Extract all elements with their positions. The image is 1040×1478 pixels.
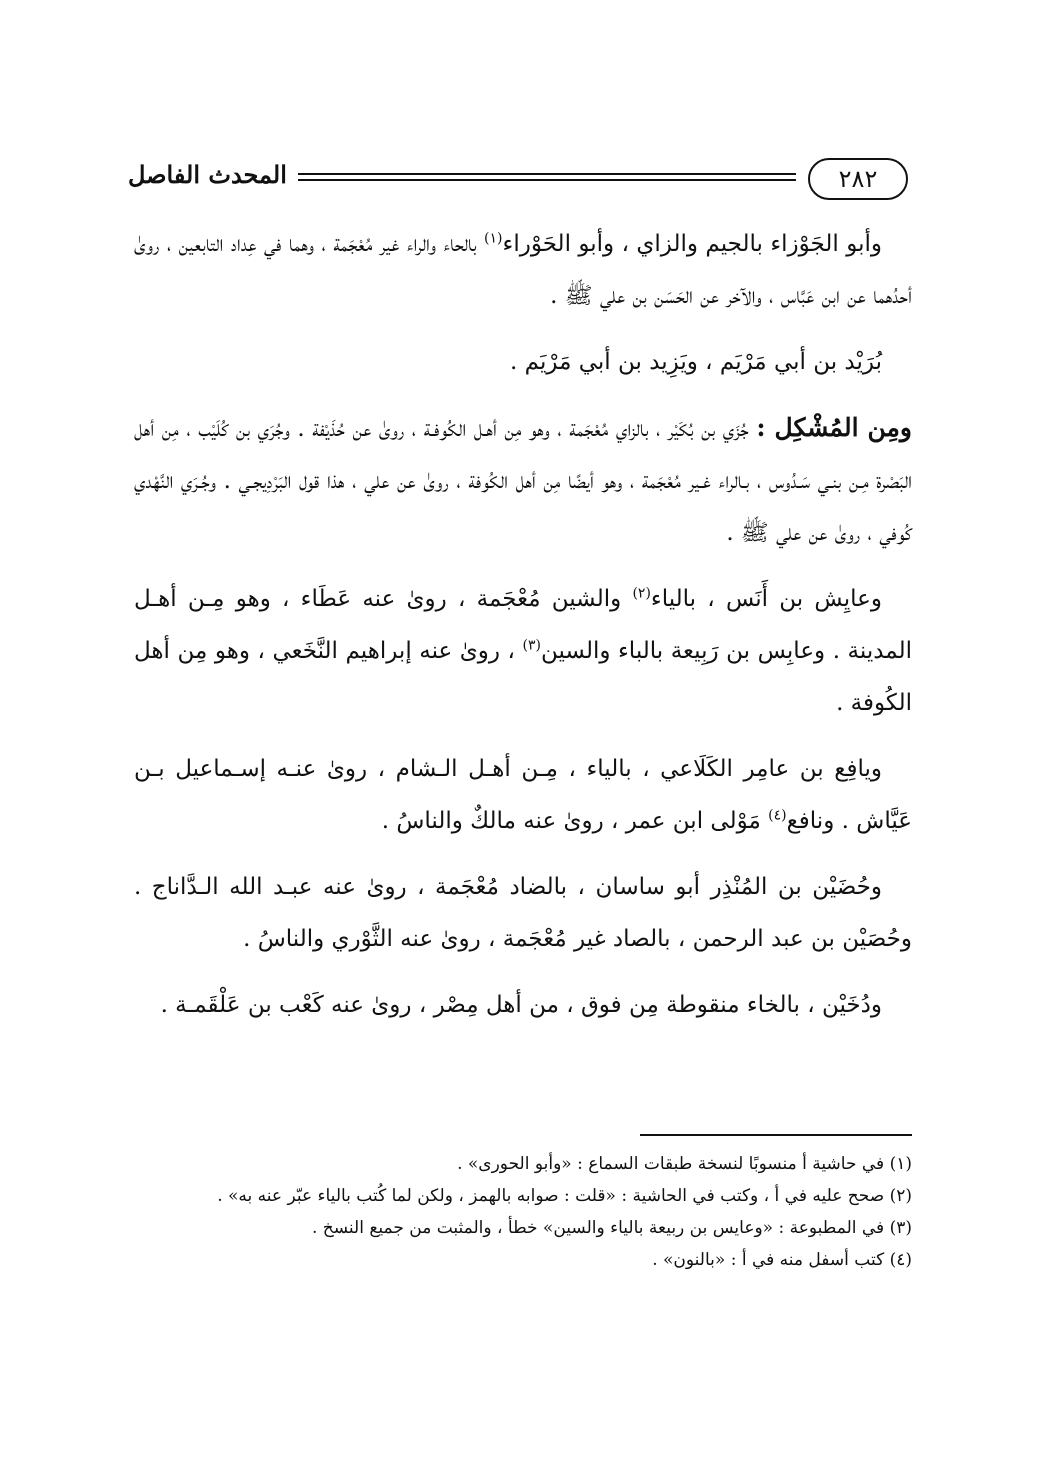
footnote-marker-4: (٤) bbox=[768, 807, 787, 824]
footnote-marker-3: (٣) bbox=[522, 637, 541, 654]
paragraph-4: وعايِش بن أَنَس ، بالياء$^{(٢)}$ والشين مُعْجَمة ، روىٰ عنه عَطَاء ، وهو مِـن أهـل المدينة . وعابِس بن رَبِيعة بالباء والسين$^{(٣)}$ ، روىٰ عنه إبراهيم النَّخَعي ، وهو مِن أهل الكُوفة . bbox=[134, 585, 912, 716]
footnote-separator bbox=[640, 1134, 912, 1136]
paragraph-1: وأبو الجَوْزاء بالجيم والزاي ، وأبو الحَوْراء$^{(١)}$ بالحاء والراء غير مُعْجَمة ، وهما في عِداد التابعين ، روىٰ أحدُهما عن ابن عَبَّاس ، والآخر عن الحَسَن بن علي ﷺ . bbox=[134, 230, 912, 309]
section-heading-mushkil: ومِن المُشْكِل : bbox=[756, 413, 912, 442]
footnote-2: (٢) صحح عليه في أ ، وكتب في الحاشية : «قلت : صوابه بالهمز ، ولكن لما كُتب بالياء عبّر عنه به» . bbox=[217, 1186, 912, 1206]
footnotes bbox=[134, 1148, 912, 1276]
page-number: ٢٨٢ bbox=[808, 158, 908, 200]
paragraph-7: ودُخَيْن ، بالخاء منقوطة مِن فوق ، من أهل مِصْر ، روىٰ عنه كَعْب بن عَلْقَمـة . bbox=[160, 992, 882, 1018]
paragraph-2: بُرَيْد بن أبي مَرْيَم ، ويَزِيد بن أبي مَرْيَم . bbox=[510, 349, 882, 375]
page-header bbox=[128, 158, 908, 206]
footnote-marker-1: (١) bbox=[484, 230, 503, 247]
footnote-4: (٤) كتب أسفل منه في أ : «بالنون» . bbox=[652, 1250, 912, 1270]
book-title: المحدث الفاصل bbox=[128, 160, 287, 189]
header-rule bbox=[298, 173, 796, 181]
main-text bbox=[134, 218, 912, 1045]
paragraph-6: وحُضَيْن بن المُنْذِر أبو ساسان ، بالضاد مُعْجَمة ، روىٰ عنه عبـد الله الـدَّاناج . وحُصَيْن بن عبد الرحمن ، بالصاد غير مُعْجَمة ، روىٰ عنه الثَّوْري والناسُ . bbox=[134, 874, 912, 952]
footnote-3: (٣) في المطبوعة : «وعايس بن ربيعة بالياء والسين» خطأ ، والمثبت من جميع النسخ . bbox=[311, 1218, 912, 1238]
paragraph-5: ويافِع بن عامِر الكَلَاعي ، بالياء ، مِـن أهـل الـشام ، روىٰ عنـه إسـماعيل بـن عَيَّاش . ونافع$^{(٤)}$ مَوْلى ابن عمر ، روىٰ عنه مالكٌ والناسُ . bbox=[134, 756, 912, 834]
paragraph-3: ومِن المُشْكِل : جُزَي بن بُكَيْر ، بالزاي مُعْجَمة ، وهو مِن أهـل الكُوفـة ، روىٰ عن حُذَيْفة . وجُرَي بن كُلَيْب ، مِن أهل البَصْرة مِـن بنـي سَـدُوس ، بـالراء غـير مُعْجَمة ، وهو أيضًا مِن أهل الكُوفة ، روىٰ عن علي ، هذا قول البَرْدِيجـي . وجُـرَي النَّهْدي كُوفي ، روىٰ عن علي ﷺ . bbox=[134, 413, 912, 546]
footnote-1: (١) في حاشية أ منسوبًا لنسخة طبقات السماع : «وأبو الحورى» . bbox=[457, 1154, 912, 1174]
footnote-marker-2: (٢) bbox=[632, 585, 651, 602]
